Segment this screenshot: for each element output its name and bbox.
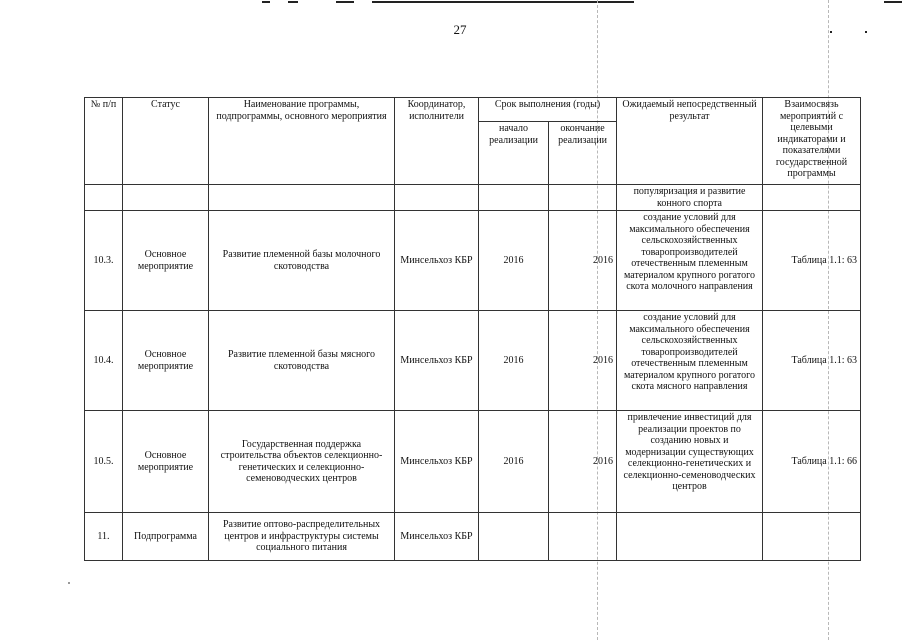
cell-name: Государственная поддержка строительства объектов селекционно-генетических и селекционно-семеноводческих центров — [209, 411, 395, 513]
cell-num: 10.3. — [85, 211, 123, 311]
cell-num: 10.5. — [85, 411, 123, 513]
cell-coordinator: Минсельхоз КБР — [395, 411, 479, 513]
table-row-continuation — [85, 185, 861, 211]
cell-status: Подпрограмма — [123, 513, 209, 561]
scan-speck — [68, 582, 70, 584]
cell-link — [763, 513, 861, 561]
cell-num: 11. — [85, 513, 123, 561]
header-num: № п/п — [85, 98, 123, 185]
header-coordinator: Координатор, исполнители — [395, 98, 479, 185]
cell-empty — [479, 185, 549, 211]
table-row — [85, 411, 861, 513]
cell-result: привлечение инвестиций для реализации проектов по созданию новых и модернизации существующих селекционно-генетических и селекционно-семеноводческих центров — [617, 411, 763, 513]
table-row — [85, 311, 861, 411]
cell-result: популяризация и развитие конного спорта — [617, 185, 763, 211]
cell-name: Развитие оптово-распределительных центров и инфраструктуры системы социального питания — [209, 513, 395, 561]
cell-end — [549, 513, 617, 561]
scan-artifact-dash-3 — [336, 1, 354, 3]
program-table — [84, 97, 861, 561]
cell-start: 2016 — [479, 411, 549, 513]
cell-coordinator: Минсельхоз КБР — [395, 211, 479, 311]
cell-num: 10.4. — [85, 311, 123, 411]
cell-end: 2016 — [549, 411, 617, 513]
cell-link: Таблица 1.1: 66 — [763, 411, 861, 513]
cell-status: Основное мероприятие — [123, 411, 209, 513]
cell-result: создание условий для максимального обеспечения сельскохозяйственных товаропроизводителей отечественным племенным материалом крупного рогатого скота молочного направления — [617, 211, 763, 311]
cell-coordinator: Минсельхоз КБР — [395, 311, 479, 411]
cell-result: создание условий для максимального обеспечения сельскохозяйственных товаропроизводителей отечественным племенным материалом крупного рогатого скота мясного направления — [617, 311, 763, 411]
header-period: Срок выполнения (годы) — [479, 98, 617, 122]
header-status: Статус — [123, 98, 209, 185]
cell-status: Основное мероприятие — [123, 311, 209, 411]
cell-start: 2016 — [479, 311, 549, 411]
cell-empty — [85, 185, 123, 211]
cell-result — [617, 513, 763, 561]
cell-end: 2016 — [549, 211, 617, 311]
cell-end: 2016 — [549, 311, 617, 411]
cell-name: Развитие племенной базы молочного скотоводства — [209, 211, 395, 311]
scan-speck — [830, 31, 832, 33]
cell-empty — [763, 185, 861, 211]
scan-artifact-dash-2 — [288, 1, 298, 3]
cell-start — [479, 513, 549, 561]
cell-name: Развитие племенной базы мясного скотоводства — [209, 311, 395, 411]
table-row — [85, 513, 861, 561]
cell-coordinator: Минсельхоз КБР — [395, 513, 479, 561]
header-start: начало реализации — [479, 122, 549, 185]
scan-artifact-corner — [884, 1, 902, 3]
header-link: Взаимосвязь мероприятий с целевыми индикаторами и показателями государственной программы — [763, 98, 861, 185]
table-row — [85, 211, 861, 311]
header-row-1 — [85, 98, 861, 122]
cell-start: 2016 — [479, 211, 549, 311]
scan-speck — [865, 31, 867, 33]
header-result: Ожидаемый непосредственный результат — [617, 98, 763, 185]
cell-empty — [123, 185, 209, 211]
header-name: Наименование программы, подпрограммы, основного мероприятия — [209, 98, 395, 185]
scan-artifact-dash-1 — [262, 1, 270, 3]
cell-status: Основное мероприятие — [123, 211, 209, 311]
cell-empty — [395, 185, 479, 211]
header-end: окончание реализации — [549, 122, 617, 185]
cell-empty — [209, 185, 395, 211]
scan-artifact-line — [372, 1, 634, 3]
cell-link: Таблица 1.1: 63 — [763, 211, 861, 311]
cell-empty — [549, 185, 617, 211]
page-number: 27 — [453, 22, 467, 37]
cell-link: Таблица 1.1: 63 — [763, 311, 861, 411]
